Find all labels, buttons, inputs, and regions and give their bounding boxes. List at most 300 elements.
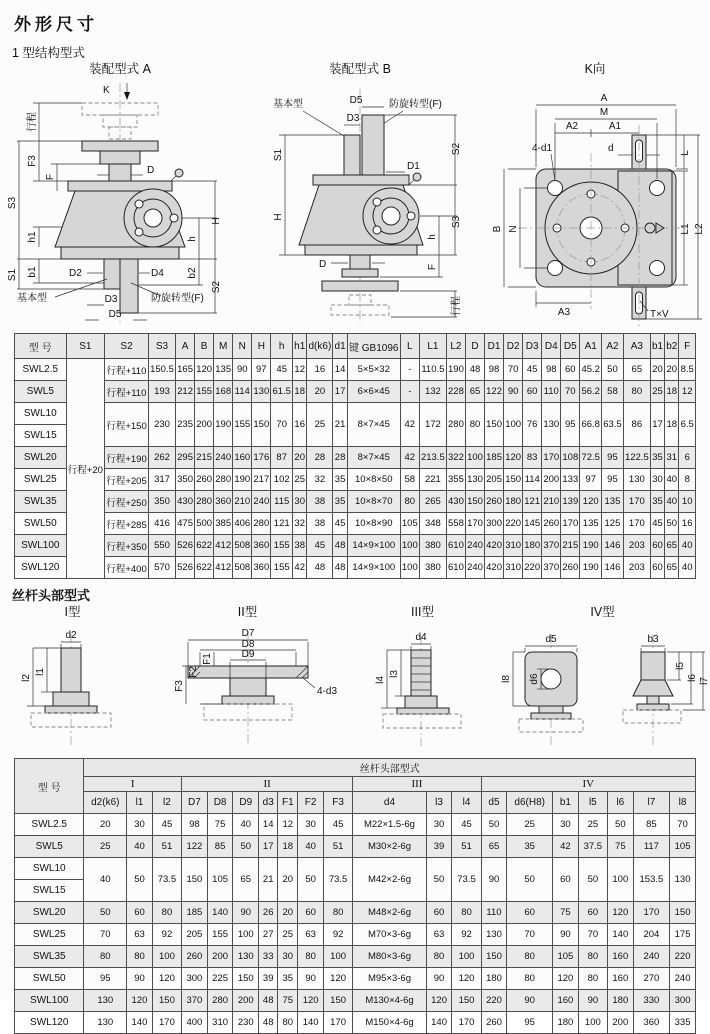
table-cell: 98 <box>485 359 504 381</box>
table-cell: 83 <box>523 447 542 469</box>
table-cell: 185 <box>485 447 504 469</box>
drawing-type2 <box>145 604 350 752</box>
table-cell: 140 <box>607 924 633 946</box>
svg-text:L1: L1 <box>680 223 691 235</box>
table-cell: 37.5 <box>578 836 607 858</box>
table-cell: 120 <box>504 447 523 469</box>
table-cell: 150 <box>252 403 271 447</box>
table-cell: 420 <box>485 557 504 579</box>
table-cell: 221 <box>419 469 446 491</box>
table-cell: 86 <box>623 403 650 447</box>
table-cell: 21 <box>259 858 278 902</box>
table-cell: 50 <box>127 858 153 902</box>
svg-text:F2: F2 <box>188 666 199 678</box>
table-cell: 335 <box>670 1012 696 1034</box>
table-cell: 170 <box>465 513 484 535</box>
table-cell: 105 <box>207 858 233 902</box>
dimension-table-main-body <box>15 334 696 579</box>
table-cell: SWL50 <box>15 513 67 535</box>
table-cell: 430 <box>176 491 195 513</box>
table-cell: 8×7×45 <box>347 447 400 469</box>
table-cell: 121 <box>523 491 542 513</box>
column-header: b2 <box>665 334 679 359</box>
table-cell: 170 <box>623 491 650 513</box>
column-header: b1 <box>553 792 579 814</box>
table-cell: 203 <box>623 557 650 579</box>
table-cell: 270 <box>633 968 669 990</box>
table-cell: 117 <box>633 836 669 858</box>
table-cell: 130 <box>670 858 696 902</box>
table-cell: 260 <box>195 469 214 491</box>
table-cell: 行程+150 <box>105 403 149 447</box>
table-cell: 97 <box>580 469 602 491</box>
drawing-k-view <box>480 61 710 327</box>
table-cell: 65 <box>623 359 650 381</box>
table-cell: 122.5 <box>623 447 650 469</box>
column-header: A1 <box>580 334 602 359</box>
table-cell: 260 <box>561 557 580 579</box>
table-cell: 90 <box>127 968 153 990</box>
column-header: l6 <box>607 792 633 814</box>
table-cell: 10×8×70 <box>347 491 400 513</box>
table-row <box>15 381 696 403</box>
table-cell: 610 <box>446 535 465 557</box>
table-cell: 170 <box>152 1012 181 1034</box>
svg-text:D7: D7 <box>241 628 255 639</box>
table-cell: 185 <box>182 902 208 924</box>
table-cell: 40 <box>127 836 153 858</box>
column-header: L1 <box>419 334 446 359</box>
table-cell: 20 <box>665 359 679 381</box>
table-cell: 180 <box>553 1012 579 1034</box>
table-cell: 280 <box>195 491 214 513</box>
table-cell: 39 <box>426 836 452 858</box>
table-cell: 132 <box>419 381 446 403</box>
svg-text:基本型: 基本型 <box>272 99 303 110</box>
table-cell: 87 <box>271 447 293 469</box>
table-cell: 35 <box>333 491 347 513</box>
table-cell: 300 <box>485 513 504 535</box>
table-cell: 45.2 <box>580 359 602 381</box>
table-cell: 280 <box>207 990 233 1012</box>
table-cell: 90 <box>481 858 507 902</box>
type1-caption: I型 <box>64 605 81 619</box>
table-cell: SWL10 <box>15 403 67 425</box>
table-cell: 95 <box>602 447 624 469</box>
table-cell: 215 <box>195 447 214 469</box>
column-header: H <box>252 334 271 359</box>
table-cell: 260 <box>182 946 208 968</box>
table-cell: 50 <box>84 902 127 924</box>
assembly-drawings-row <box>0 61 710 327</box>
column-header: B <box>195 334 214 359</box>
table-cell: 65 <box>233 858 259 902</box>
table-cell: 140 <box>426 1012 452 1034</box>
table-cell: 33 <box>259 946 278 968</box>
table-cell: 230 <box>233 1012 259 1034</box>
table-cell: 240 <box>670 968 696 990</box>
table-cell: 120 <box>298 990 324 1012</box>
table-cell: 48 <box>307 557 333 579</box>
table-cell: 180 <box>607 990 633 1012</box>
table-cell: 80 <box>400 491 419 513</box>
table-cell: 85 <box>633 814 669 836</box>
table-cell: 行程+285 <box>105 513 149 535</box>
table-cell: 80 <box>127 946 153 968</box>
column-header: l8 <box>670 792 696 814</box>
svg-text:S1: S1 <box>6 268 18 282</box>
table-cell: 20 <box>307 381 333 403</box>
table-cell: 180 <box>504 491 523 513</box>
table-cell: 60 <box>426 902 452 924</box>
table-cell: 50 <box>426 858 452 902</box>
table-cell: 35 <box>507 836 553 858</box>
table-cell: 行程+110 <box>105 381 149 403</box>
table-cell: 526 <box>176 557 195 579</box>
table-cell: 40 <box>665 491 679 513</box>
table-cell: 8×7×45 <box>347 403 400 447</box>
drawing-type3 <box>350 604 495 752</box>
table-cell: 42 <box>400 447 419 469</box>
table-cell: 35 <box>333 469 347 491</box>
table-cell: 220 <box>523 557 542 579</box>
table-cell: 45 <box>333 513 347 535</box>
table-cell: 48 <box>333 535 347 557</box>
table-row <box>15 946 696 968</box>
table-cell: 10×8×50 <box>347 469 400 491</box>
column-header: h1 <box>293 334 307 359</box>
table-cell: SWL35 <box>15 946 84 968</box>
column-header: S3 <box>148 334 175 359</box>
svg-text:4-d1: 4-d1 <box>532 143 553 154</box>
column-header: D3 <box>523 334 542 359</box>
svg-text:h: h <box>186 236 198 242</box>
screw-head-table-body <box>15 759 696 1034</box>
table-cell: 10 <box>679 491 696 513</box>
table-cell: 108 <box>561 447 580 469</box>
svg-text:S1: S1 <box>272 148 284 162</box>
table-cell: 90 <box>426 968 452 990</box>
table-row <box>15 447 696 469</box>
table-cell: 526 <box>176 535 195 557</box>
table-cell: SWL10 <box>15 858 84 880</box>
table-cell: 200 <box>207 946 233 968</box>
table-row <box>15 924 696 946</box>
svg-text:T×V: T×V <box>650 309 669 320</box>
type3-caption: III型 <box>411 605 434 619</box>
table-cell: 100 <box>607 858 633 902</box>
table-cell: 140 <box>298 1012 324 1034</box>
table-cell: 220 <box>504 513 523 535</box>
table-cell: 204 <box>633 924 669 946</box>
table-cell: 172 <box>419 403 446 447</box>
table-cell: 14×9×100 <box>347 535 400 557</box>
table-cell: 75 <box>607 836 633 858</box>
table-cell: 70 <box>578 924 607 946</box>
table-cell: 28 <box>333 447 347 469</box>
table-cell: 25 <box>278 924 298 946</box>
svg-text:l6: l6 <box>687 674 698 682</box>
table-cell: 100 <box>504 403 523 447</box>
column-header: d4 <box>353 792 426 814</box>
column-header: D9 <box>233 792 259 814</box>
table-row <box>15 902 696 924</box>
table-cell: 210 <box>542 491 561 513</box>
svg-text:h1: h1 <box>26 231 38 243</box>
table-cell: 139 <box>561 491 580 513</box>
table-cell: 125 <box>602 513 624 535</box>
svg-text:基本型: 基本型 <box>16 293 47 304</box>
table-cell: 240 <box>252 491 271 513</box>
header-row <box>15 777 696 792</box>
table-cell: SWL50 <box>15 968 84 990</box>
table-cell: 行程+20 <box>66 359 105 579</box>
table-cell: 114 <box>233 381 252 403</box>
table-cell: SWL20 <box>15 447 67 469</box>
svg-text:D8: D8 <box>241 639 255 650</box>
table-cell: SWL2.5 <box>15 359 67 381</box>
table-cell: 45 <box>271 359 293 381</box>
table-cell: 155 <box>195 381 214 403</box>
column-header: III <box>353 777 481 792</box>
table-cell: 8.5 <box>679 359 696 381</box>
svg-text:l1: l1 <box>35 668 46 676</box>
table-cell: 6.5 <box>679 403 696 447</box>
drawing-k-geometry <box>504 105 702 327</box>
table-cell: 310 <box>504 535 523 557</box>
table-cell: 80 <box>323 902 352 924</box>
table-cell: 16 <box>679 513 696 535</box>
table-cell: 120 <box>152 968 181 990</box>
column-header: l3 <box>426 792 452 814</box>
table-cell: 120 <box>553 968 579 990</box>
svg-text:d6: d6 <box>529 673 540 685</box>
table-cell: 146 <box>602 557 624 579</box>
table-row <box>15 858 696 880</box>
table-cell: 280 <box>446 403 465 447</box>
table-cell: 121 <box>271 513 293 535</box>
table-cell: 130 <box>465 469 484 491</box>
header-row <box>15 759 696 777</box>
table-cell: 190 <box>580 557 602 579</box>
screw-head-drawings-row <box>0 604 710 752</box>
table-cell: 160 <box>607 946 633 968</box>
table-cell: 85 <box>207 836 233 858</box>
svg-text:F: F <box>426 263 438 271</box>
table-cell: 30 <box>127 814 153 836</box>
table-cell: 420 <box>485 535 504 557</box>
table-cell: 175 <box>670 924 696 946</box>
table-cell: 155 <box>207 924 233 946</box>
table-cell: 508 <box>233 557 252 579</box>
svg-text:D: D <box>318 259 326 270</box>
table-cell: 350 <box>148 491 175 513</box>
table-cell: 16 <box>293 403 307 447</box>
table-cell: 317 <box>148 469 175 491</box>
table-cell: 90 <box>233 359 252 381</box>
table-cell: 80 <box>623 381 650 403</box>
table-cell: 200 <box>233 990 259 1012</box>
table-cell: 280 <box>252 513 271 535</box>
table-cell: 170 <box>623 513 650 535</box>
column-header: d2(k6) <box>84 792 127 814</box>
table-cell: 17 <box>259 836 278 858</box>
table-cell: 220 <box>481 990 507 1012</box>
table-cell: 行程+250 <box>105 491 149 513</box>
table-cell: 360 <box>633 1012 669 1034</box>
table-cell: 75 <box>553 902 579 924</box>
table-cell: 610 <box>446 557 465 579</box>
table-cell: 150 <box>182 858 208 902</box>
table-cell: 20 <box>278 902 298 924</box>
table-cell: 310 <box>504 557 523 579</box>
table-cell: 310 <box>207 1012 233 1034</box>
column-header: F1 <box>278 792 298 814</box>
table-cell: 120 <box>452 968 481 990</box>
table-cell: 80 <box>152 902 181 924</box>
table-cell: 260 <box>485 491 504 513</box>
svg-text:S3: S3 <box>450 215 462 229</box>
table-cell: 60 <box>298 902 324 924</box>
table-cell: 360 <box>252 535 271 557</box>
table-cell: 130 <box>84 1012 127 1034</box>
section1-title: 1 型结构型式 <box>12 46 85 60</box>
dimension-table-main <box>14 333 696 579</box>
svg-text:l3: l3 <box>389 670 400 678</box>
type3-figure <box>350 620 495 752</box>
table-cell: 150 <box>485 403 504 447</box>
table-cell: 80 <box>578 968 607 990</box>
svg-text:D9: D9 <box>241 649 255 660</box>
table-cell: 92 <box>323 924 352 946</box>
table-cell: 32 <box>307 469 333 491</box>
table-cell: 97 <box>252 359 271 381</box>
table-cell: 225 <box>207 968 233 990</box>
table-cell: 105 <box>670 836 696 858</box>
table-cell: 190 <box>580 535 602 557</box>
table-cell: 30 <box>278 946 298 968</box>
table-cell: 16 <box>307 359 333 381</box>
table-cell: 80 <box>84 946 127 968</box>
table-cell: 76 <box>523 403 542 447</box>
table-cell: 80 <box>298 946 324 968</box>
table-cell: 348 <box>419 513 446 535</box>
table-cell: M70×3-6g <box>353 924 426 946</box>
table-cell: 50 <box>507 858 553 902</box>
table-cell: 70 <box>84 924 127 946</box>
table-cell: 14 <box>333 359 347 381</box>
table-cell: 90 <box>507 990 553 1012</box>
column-header: D8 <box>207 792 233 814</box>
table-cell: 10×8×90 <box>347 513 400 535</box>
table-cell: 155 <box>271 535 293 557</box>
table-cell: 150 <box>481 946 507 968</box>
table-cell: 416 <box>148 513 175 535</box>
table-cell: 90 <box>233 902 259 924</box>
table-cell: 130 <box>252 381 271 403</box>
svg-text:A3: A3 <box>557 307 571 318</box>
table-cell: 30 <box>553 814 579 836</box>
table-cell: 90 <box>578 990 607 1012</box>
table-cell: 40 <box>298 836 324 858</box>
table-cell: 50 <box>233 836 259 858</box>
table-cell: 135 <box>602 491 624 513</box>
table-cell: 12 <box>293 359 307 381</box>
table-cell: 475 <box>176 513 195 535</box>
svg-text:l5: l5 <box>675 662 686 670</box>
table-cell: 25 <box>650 381 664 403</box>
svg-text:b3: b3 <box>647 634 659 645</box>
table-cell: 300 <box>670 990 696 1012</box>
column-header: d1 <box>333 334 347 359</box>
svg-text:F3: F3 <box>26 155 38 167</box>
table-cell: 60 <box>523 381 542 403</box>
table-cell: 130 <box>233 946 259 968</box>
table-cell: M80×3-6g <box>353 946 426 968</box>
table-cell: 90 <box>504 381 523 403</box>
header-row <box>15 334 696 359</box>
table-cell: 168 <box>214 381 233 403</box>
svg-text:K: K <box>102 85 110 96</box>
table-cell: 110.5 <box>419 359 446 381</box>
table-cell: 145 <box>523 513 542 535</box>
column-header: d6(H8) <box>507 792 553 814</box>
table-cell: SWL2.5 <box>15 814 84 836</box>
header-row <box>15 792 696 814</box>
table-cell: SWL5 <box>15 381 67 403</box>
table-row <box>15 469 696 491</box>
svg-text:l7: l7 <box>699 677 710 685</box>
svg-text:A: A <box>600 93 608 104</box>
table-cell: 430 <box>446 491 465 513</box>
table-cell: 265 <box>419 491 446 513</box>
svg-text:防旋转型(F): 防旋转型(F) <box>150 293 204 304</box>
table-cell: SWL15 <box>15 425 67 447</box>
table-cell: 20 <box>293 447 307 469</box>
column-header: 丝杆头部型式 <box>84 759 696 777</box>
table-cell: - <box>400 359 419 381</box>
svg-text:行程: 行程 <box>450 296 462 316</box>
column-header: S1 <box>66 334 105 359</box>
table-cell: 100 <box>152 946 181 968</box>
table-cell: 行程+400 <box>105 557 149 579</box>
svg-text:d2: d2 <box>65 630 77 641</box>
table-cell: 400 <box>182 1012 208 1034</box>
column-header: D1 <box>485 334 504 359</box>
table-cell: 260 <box>481 1012 507 1034</box>
table-cell: 18 <box>665 403 679 447</box>
table-row <box>15 535 696 557</box>
column-header: M <box>214 334 233 359</box>
page-title: 外形尺寸 <box>14 15 98 34</box>
table-cell: 35 <box>650 491 664 513</box>
table-cell: M48×2-6g <box>353 902 426 924</box>
screw-head-table <box>14 758 696 1034</box>
table-cell: SWL20 <box>15 902 84 924</box>
table-cell: 70 <box>271 403 293 447</box>
table-cell: 380 <box>419 557 446 579</box>
table-cell: 70 <box>507 924 553 946</box>
column-header: A <box>176 334 195 359</box>
table-cell: 95 <box>602 469 624 491</box>
table-cell: 150 <box>233 968 259 990</box>
table-cell: 98 <box>182 814 208 836</box>
table-cell: 92 <box>452 924 481 946</box>
table-cell: 150 <box>504 469 523 491</box>
table-cell: 570 <box>148 557 175 579</box>
table-cell: 215 <box>561 535 580 557</box>
table-cell: 18 <box>665 381 679 403</box>
